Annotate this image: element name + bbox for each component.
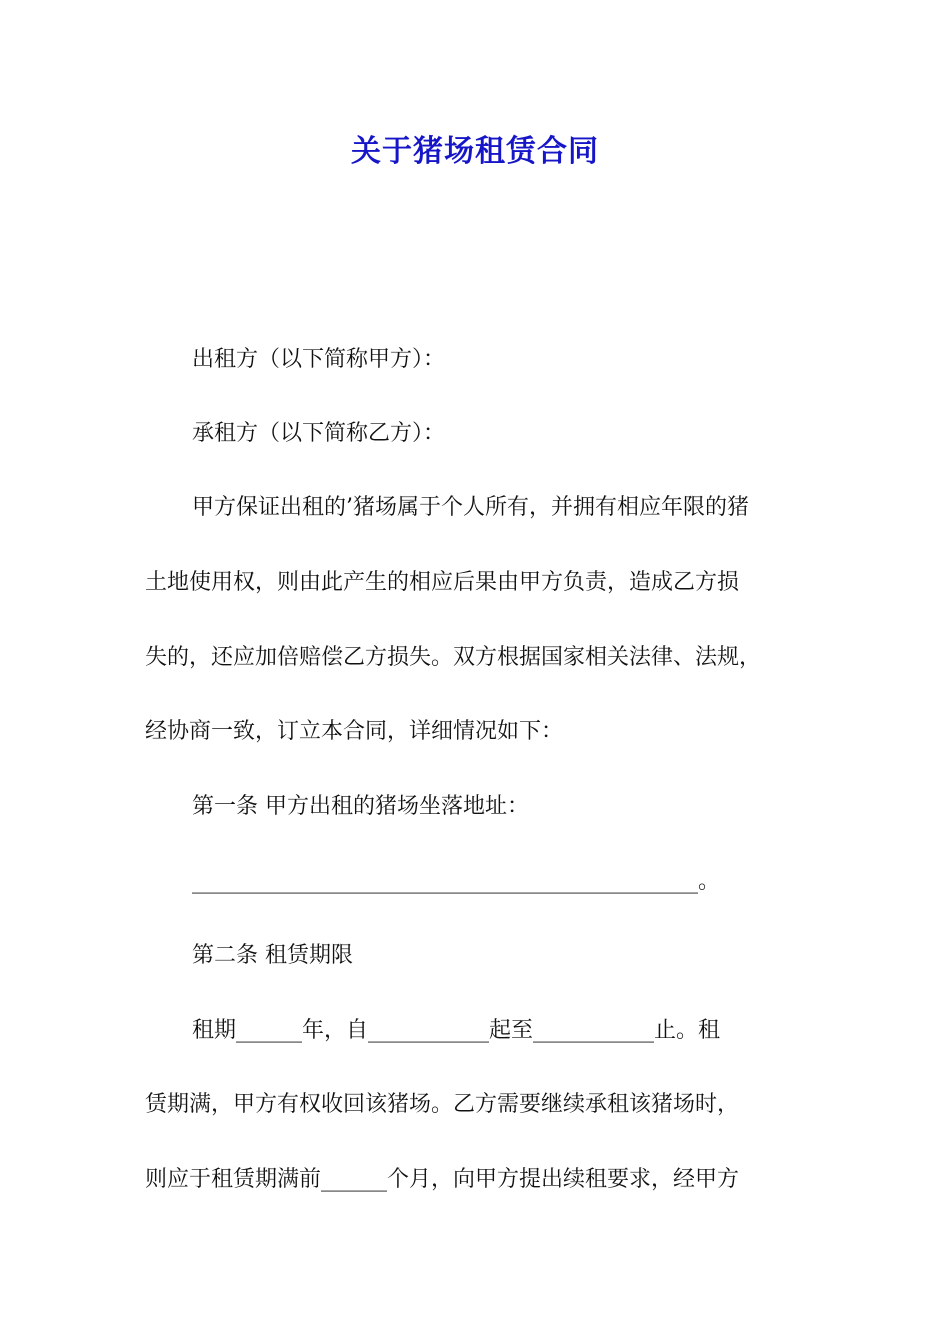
document-title: 关于猪场租赁合同 [351, 134, 599, 169]
paragraph-line: 土地使用权，则由此产生的相应后果由甲方负责，造成乙方损 [145, 570, 740, 595]
address-blank-line: ______________________________________________。 [192, 869, 721, 894]
article-two-heading: 第二条 租赁期限 [192, 943, 353, 968]
lease-term-line: 租期______年，自___________起至___________止。租 [192, 1018, 721, 1043]
paragraph-line: 失的，还应加倍赔偿乙方损失。双方根据国家相关法律、法规， [145, 645, 762, 670]
lessee-line: 承租方（以下简称乙方）： [192, 421, 446, 446]
lessor-line: 出租方（以下简称甲方）： [192, 347, 446, 372]
paragraph-line: 则应于租赁期满前______个月，向甲方提出续租要求，经甲方 [145, 1167, 740, 1192]
paragraph-line: 甲方保证出租的’猪场属于个人所有，并拥有相应年限的猪 [192, 495, 749, 520]
paragraph-line: 赁期满，甲方有权收回该猪场。乙方需要继续承租该猪场时， [145, 1092, 740, 1117]
article-one-heading: 第一条 甲方出租的猪场坐落地址： [192, 794, 529, 819]
paragraph-line: 经协商一致，订立本合同，详细情况如下： [145, 719, 564, 744]
